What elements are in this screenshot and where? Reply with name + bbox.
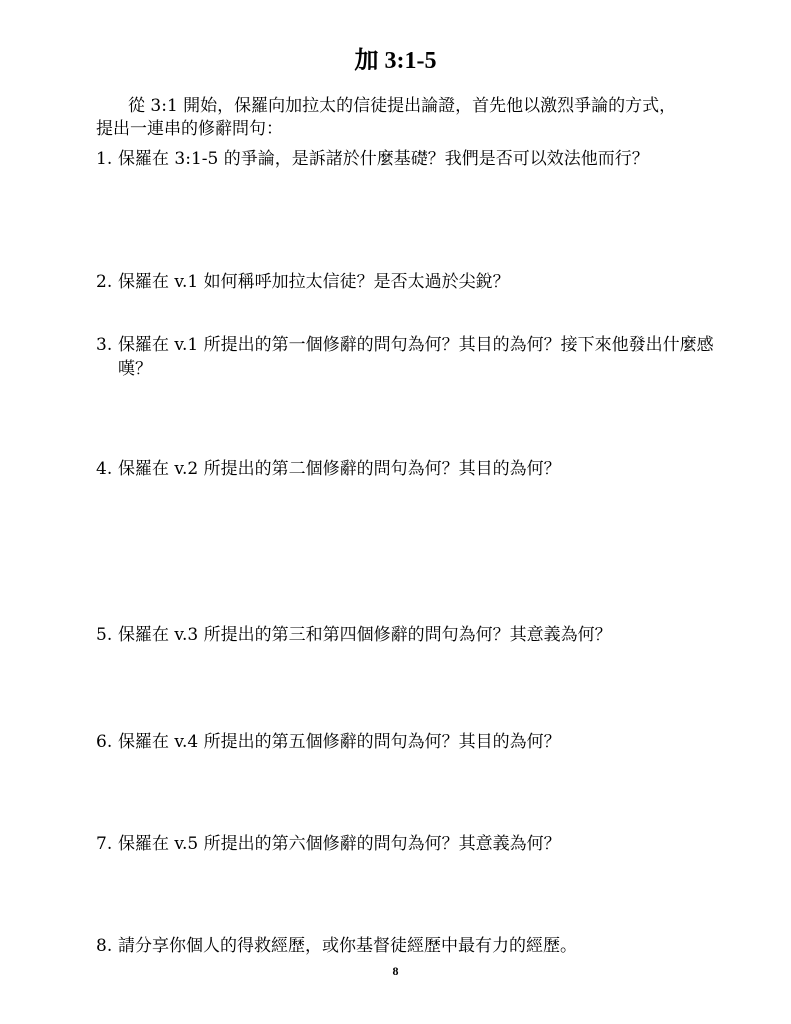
question-number: 8. [96,936,113,956]
intro-line-2: 提出一連串的修辭問句： [96,119,283,139]
question-1 [96,147,716,171]
question-text: 保羅在 v.1 所提出的第一個修辭的問句為何？其目的為何？接下來他發出什麼感嘆？ [118,335,714,379]
intro-line-1: 從 3:1 開始，保羅向加拉太的信徒提出論證，首先他以激烈爭論的方式， [128,96,677,116]
question-number: 1. [96,149,113,169]
question-text: 保羅在 v.3 所提出的第三和第四個修辭的問句為何？其意義為何？ [118,625,612,645]
question-3 [96,333,716,381]
question-number: 5. [96,625,113,645]
question-number: 4. [96,459,113,479]
question-6 [96,730,716,754]
question-2 [96,270,716,294]
question-8 [96,934,716,958]
question-number: 7. [96,834,113,854]
question-5 [96,623,716,647]
question-7 [96,832,716,856]
question-text: 保羅在 v.4 所提出的第五個修辭的問句為何？其目的為何？ [118,732,561,752]
question-text: 保羅在 v.5 所提出的第六個修辭的問句為何？其意義為何？ [118,834,561,854]
question-number: 3. [96,335,113,355]
question-text: 保羅在 3:1-5 的爭論，是訴諸於什麼基礎？我們是否可以效法他而行？ [118,149,649,169]
question-number: 2. [96,272,113,292]
question-text: 請分享你個人的得救經歷，或你基督徒經歷中最有力的經歷。 [118,936,577,956]
page-number: 8 [392,964,399,978]
question-number: 6. [96,732,113,752]
question-text: 保羅在 v.1 如何稱呼加拉太信徒？是否太過於尖銳？ [118,272,510,292]
question-4 [96,457,716,481]
question-text: 保羅在 v.2 所提出的第二個修辭的問句為何？其目的為何？ [118,459,561,479]
page-title: 加 3:1-5 [354,48,437,74]
